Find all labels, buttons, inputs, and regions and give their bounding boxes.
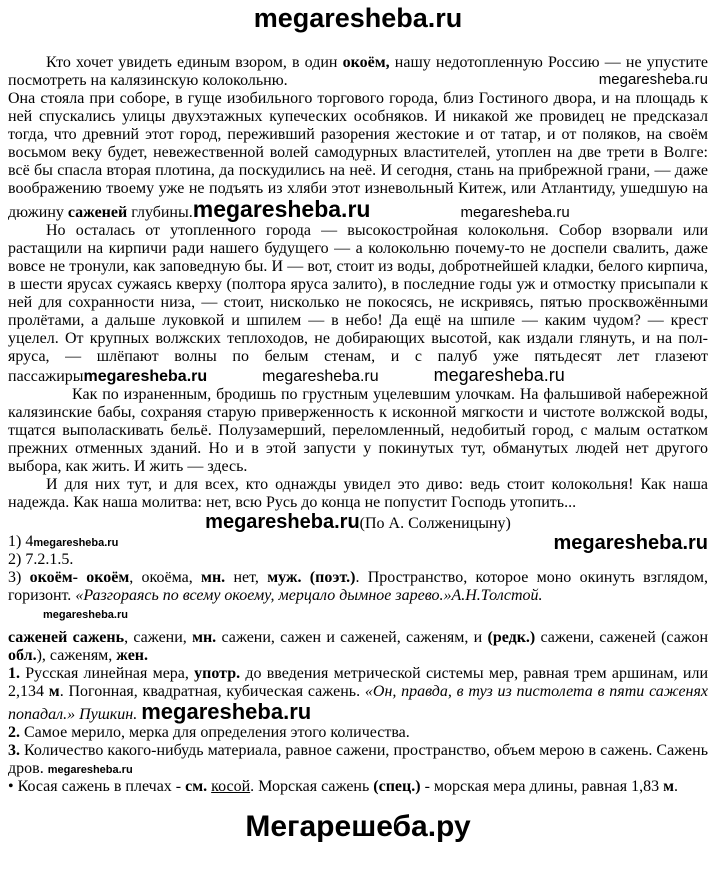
text-segment: Кто хочет увидеть единым взором, в один: [46, 53, 343, 71]
watermark: megaresheba.ru: [47, 763, 133, 776]
text-segment: 1.: [8, 664, 20, 682]
text-segment: (редк.): [487, 628, 536, 646]
attribution-line: [8, 512, 708, 533]
watermark: megaresheba.ru: [192, 195, 371, 222]
text-segment: мн.: [201, 568, 226, 586]
text-segment: 2) 7.2.1.5.: [8, 550, 74, 568]
paragraph-2: [8, 90, 708, 222]
definition-1: [8, 665, 708, 724]
watermark: megaresheba.ru: [43, 608, 128, 621]
text-segment: . Пространство, которое моно окинуть взглядом, горизонт.: [8, 568, 709, 604]
text-segment: 1) 4: [8, 532, 34, 550]
watermark-line: [8, 605, 708, 623]
text-segment: Самое мерило, мерка для определения этого количества.: [20, 723, 410, 741]
paragraph-5: [8, 476, 708, 512]
watermark: megaresheba.ru: [262, 367, 379, 385]
definition-3: [8, 742, 708, 778]
paragraph-3: [8, 222, 708, 386]
text-segment: сажени, сажен и саженей, саженям, и: [216, 628, 488, 646]
answer-item-1: [8, 531, 708, 554]
watermark: megaresheba.ru: [33, 536, 119, 549]
text-segment: .: [674, 777, 679, 795]
text-segment: 2.: [8, 723, 20, 741]
text-segment: Как по израненным, бродишь по грустным уцелевшим улочкам. На фальшивой набережной калязинские бабы, сохраняя старую приверженность к исконной мягкости и чистоте волжской воды, тщатся выполаскивать бельё. Полузамерший, переломленный, недобитый город, с малым остатком прежних отменных зданий. Но и в этой запусти у покинутых тут, обманутых людей нет другого выбора, как жить. И жить — здесь.: [8, 385, 708, 475]
text-segment: до введения метрической системы мер, равная трем аршинам, или 2,134: [8, 664, 709, 700]
header-watermark-title: megaresheba.ru: [253, 3, 463, 33]
paragraph-4: [8, 386, 708, 476]
watermark: megaresheba.ru: [460, 203, 570, 221]
text-segment: обл.: [8, 646, 37, 664]
document-body: [8, 54, 708, 796]
text-segment: И для них тут, и для всех, кто однажды увидел это диво: ведь стоит колокольня! Как наша надежда. Как наша молитва: нет, всю Русь до конца не попустит Господь утопить...: [8, 475, 708, 511]
text-segment: • Косая сажень в плечах -: [8, 777, 186, 795]
text-segment: нашу недотопленную Россию — не упустите посмотреть на калязинскую колокольню.: [8, 53, 709, 89]
watermark: megaresheba.ru: [433, 364, 565, 385]
text-segment: окоём- окоём: [29, 568, 130, 586]
watermark: megaresheba.ru: [141, 698, 312, 724]
paragraph-1: [8, 54, 708, 90]
text-segment: , сажени,: [124, 628, 193, 646]
note-kosaya-sazhen: [8, 778, 708, 796]
text-segment: окоём,: [342, 53, 390, 71]
watermark: megaresheba.ru: [205, 510, 360, 533]
text-segment: , окоёма,: [129, 568, 202, 586]
watermark: megaresheba.ru: [598, 70, 708, 88]
text-segment: саженей: [67, 203, 128, 221]
text-segment: употр.: [194, 664, 241, 682]
text-segment: м: [48, 682, 60, 700]
text-segment: саженей сажень: [8, 628, 125, 646]
dictionary-sazhen-header: [8, 629, 708, 665]
text-segment: косой: [211, 777, 251, 795]
definition-2: [8, 724, 708, 742]
footer-site-title: Мегарешеба.ру: [245, 809, 471, 843]
text-segment: «Он, правда, в туз из пистолета в пяти саженях попадал.» Пушкин.: [8, 682, 709, 723]
text-segment: см.: [185, 777, 208, 795]
text-segment: Она стояла при соборе, в гуще изобильного торгового города, близ Гостиного двора, и на площадь к ней спускались улицы двухэтажных купеческих особняков. И никакой же провидец не предсказал тогда, что древний этот город, переживший разорения жестокие и от татар, и от поляков, на своём восьмом веку будет, невежественной волей самодурных властителей, утоплен на две трети в Волге: всё бы спасла вторая плотина, да поскудились на неё. И сегодня, стань на прибрежной грани, — даже воображению твоему уже не подъять из хляби этот изневольный Китеж, или Атлантиду, ушедшую на дюжину: [8, 89, 708, 221]
text-segment: сажени, саженей (сажон: [535, 628, 709, 646]
text-segment: муж. (поэт.): [267, 568, 356, 586]
text-segment: (По А. Солженицыну): [359, 514, 511, 532]
text-segment: нет,: [225, 568, 268, 586]
answer-item-3: [8, 569, 708, 605]
text-segment: м: [663, 777, 675, 795]
text-segment: 3): [8, 568, 30, 586]
text-segment: - морская мера длины, равная 1,83: [420, 777, 664, 795]
text-segment: А.Н.Толстой.: [451, 586, 543, 604]
text-segment: . Морская сажень: [250, 777, 374, 795]
text-segment: «Разгораясь по всему окоему, мерцало дымное зарево.»: [75, 586, 452, 604]
text-segment: Количество какого-нибудь материала, равное сажени, пространство, объем мерою в сажень. Сажень дров.: [8, 741, 708, 777]
text-segment: Но осталась от утопленного города — высокостройная колокольня. Собор взорвали или растащили на кирпичи ради нашего будущего — а колокольню почему-то не доспели свалить, даже вовсе не тронули, как заповедную бы. И — вот, стоит из воды, добротнейшей кладки, белого кирпича, в шести ярусах сужаясь кверху (полтора яруса залито), в последние годы уж и отмостку присыпали к ней для сохранности низа, — стоит, нисколько не покосясь, не искривясь, пятью просквожёнными пролётами, а дальше луковкой и шпилем — в небо! Да ещё на шпиле — каким чудом? — крест уцелел. От крупных волжских теплоходов, не добирающих высотой, как издали глянуть, и на пол-яруса, — шлёпают волны по белым стенам, и с палуб уже пятьдесят лет глазеют пассажиры: [8, 221, 708, 385]
watermark: megaresheba.ru: [83, 367, 208, 385]
watermark: megaresheba.ru: [553, 531, 708, 554]
text-segment: (спец.): [373, 777, 421, 795]
text-segment: ), саженям,: [36, 646, 117, 664]
text-segment: Русская линейная мера,: [20, 664, 195, 682]
text-segment: мн.: [192, 628, 217, 646]
text-segment: 3.: [8, 741, 20, 759]
text-segment: . Погонная, квадратная, кубическая сажень.: [59, 682, 365, 700]
text-segment: жен.: [116, 646, 149, 664]
text-segment: глубины.: [127, 203, 193, 221]
